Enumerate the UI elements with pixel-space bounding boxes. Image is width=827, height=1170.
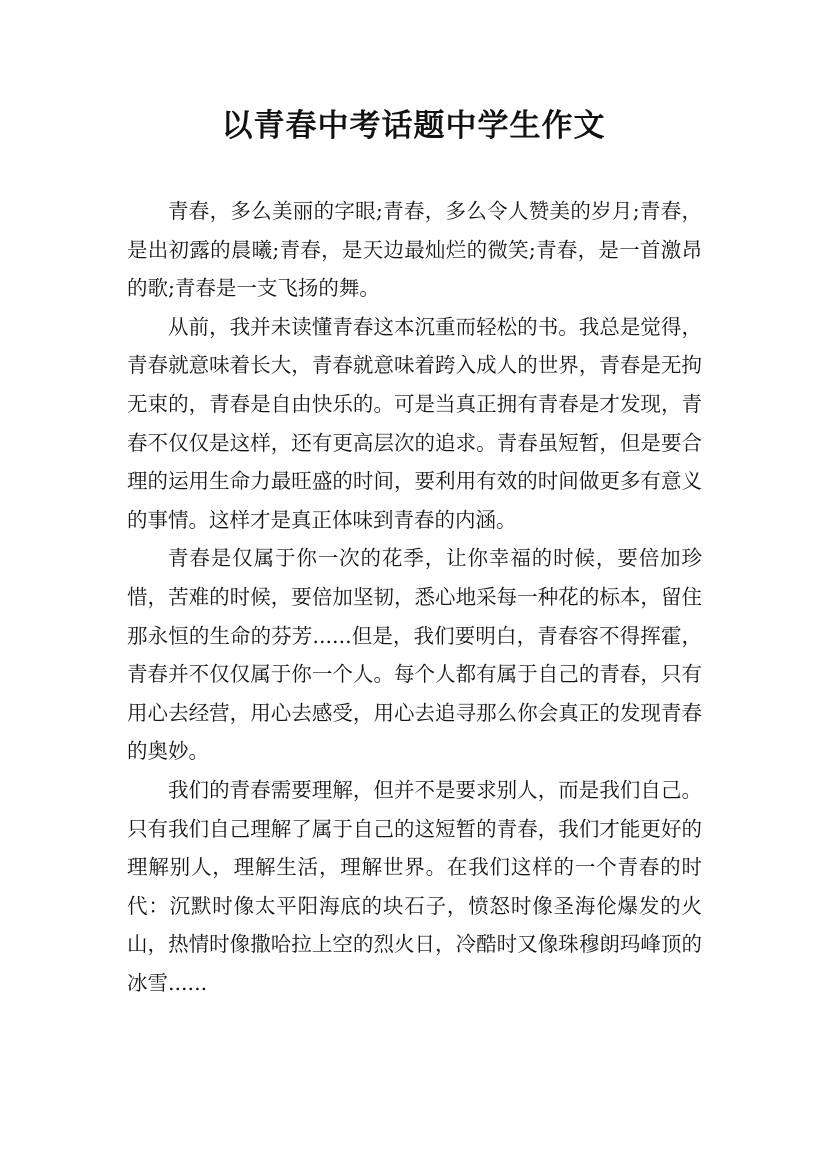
paragraph-3: 青春是仅属于你一次的花季，让你幸福的时候，要倍加珍惜，苦难的时候，要倍加坚韧，悉心地采每一种花的标本，留住那永恒的生命的芬芳......但是，我们要明白，青春容不得挥霍，青春并不仅仅属于你一个人。每个人都有属于自己的青春，只有用心去经营，用心去感受，用心去追寻那么你会真正的发现青春的奥妙。 [127, 546, 702, 764]
document-body [127, 192, 702, 1002]
paragraph-2: 从前，我并未读懂青春这本沉重而轻松的书。我总是觉得，青春就意味着长大，青春就意味着跨入成人的世界，青春是无拘无束的，青春是自由快乐的。可是当真正拥有青春是才发现，青春不仅仅是这样，还有更高层次的追求。青春虽短暂，但是要合理的运用生命力最旺盛的时间，要利用有效的时间做更多有意义的事情。这样才是真正体味到青春的内涵。 [127, 314, 702, 532]
paragraph-4: 我们的青春需要理解，但并不是要求别人，而是我们自己。只有我们自己理解了属于自己的这短暂的青春，我们才能更好的理解别人，理解生活，理解世界。在我们这样的一个青春的时代：沉默时像太平阳海底的块石子，愤怒时像圣海伦爆发的火山，热情时像撒哈拉上空的烈火日，冷酷时又像珠穆朗玛峰顶的冰雪...... [127, 777, 702, 995]
paragraph-1: 青春，多么美丽的字眼;青春，多么令人赞美的岁月;青春，是出初露的晨曦;青春，是天边最灿烂的微笑;青春，是一首激昂的歌;青春是一支飞扬的舞。 [127, 199, 702, 301]
document-title: 以青春中考话题中学生作文 [221, 108, 606, 144]
